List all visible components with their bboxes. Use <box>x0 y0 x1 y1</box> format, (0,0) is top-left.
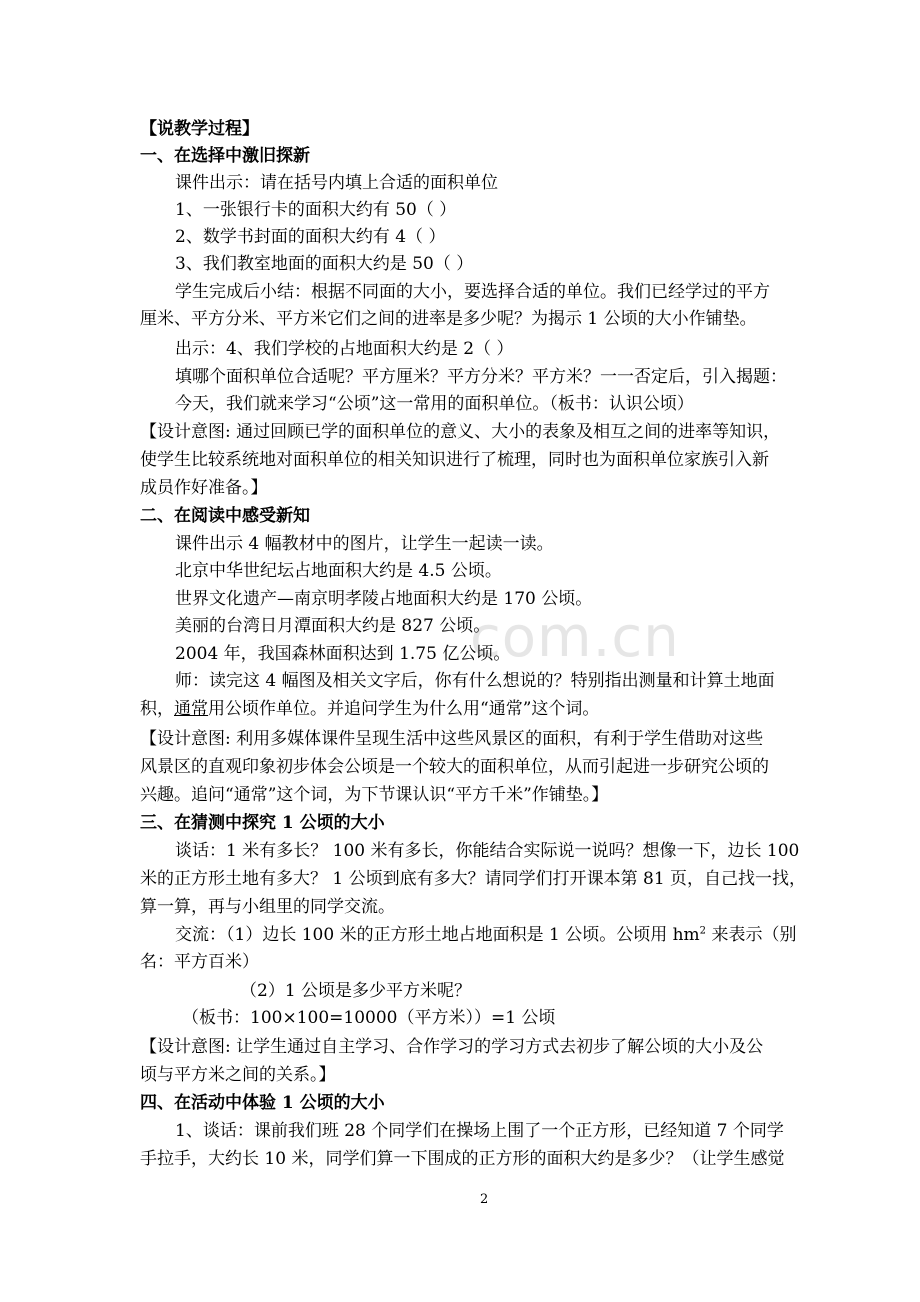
paragraph-line: 师：读完这 4 幅图及相关文字后，你有什么想说的？特别指出测量和计算土地面 <box>175 671 775 691</box>
section-heading: 三、在猜测中探究 1 公顷的大小 <box>140 813 385 833</box>
design-note-line: 【设计意图: 通过回顾已学的面积单位的意义、大小的表象及相互之间的进率等知识， <box>140 422 781 442</box>
paragraph-line: 算一算，再与小组里的同学交流。 <box>140 897 395 917</box>
paragraph-line: 1、一张银行卡的面积大约有 50（ ） <box>175 200 457 220</box>
section-heading: 一、在选择中激旧探新 <box>140 146 310 166</box>
text-span: 积， <box>140 699 174 719</box>
design-note-line: 【设计意图: 利用多媒体课件呈现生活中这些风景区的面积，有利于学生借助对这些 <box>140 729 764 749</box>
paragraph-line: （2）1 公顷是多少平方米呢？ <box>240 981 472 1001</box>
paragraph-line: 手拉手，大约长 10 米，同学们算一下围成的正方形的面积大约是多少？（让学生感觉 <box>140 1149 785 1169</box>
text-span: 来表示（别 <box>706 925 797 945</box>
page-number: 2 <box>480 1192 489 1207</box>
paragraph-line: 填哪个面积单位合适呢？平方厘米？平方分米？平方米？一一否定后，引入揭题： <box>175 367 787 387</box>
design-note-line: 风景区的直观印象初步体会公顷是一个较大的面积单位，从而引起进一步研究公顷的 <box>140 757 769 777</box>
paragraph-line <box>140 698 599 720</box>
paragraph-line: 米的正方形土地有多大？ 1 公顷到底有多大？请同学们打开课本第 81 页，自己找一找， <box>140 869 807 889</box>
text-span: 用公顷作单位。并追问学生为什么用“通常”这个词。 <box>208 699 600 719</box>
section-heading: 四、在活动中体验 1 公顷的大小 <box>140 1093 385 1113</box>
design-note-line: 使学生比较系统地对面积单位的相关知识进行了梳理，同时也为面积单位家族引入新 <box>140 450 769 470</box>
design-note-line: 【设计意图: 让学生通过自主学习、合作学习的学习方式去初步了解公顷的大小及公 <box>140 1037 764 1057</box>
watermark: com.cn <box>470 605 680 670</box>
paragraph-line: 北京中华世纪坛占地面积大约是 4.5 公顷。 <box>175 561 502 581</box>
design-note-line: 顷与平方米之间的关系。】 <box>140 1065 336 1085</box>
section-heading: 【说教学过程】 <box>140 119 259 139</box>
design-note-line: 成员作好准备。】 <box>140 478 268 498</box>
paragraph-line: 学生完成后小结：根据不同面的大小，要选择合适的单位。我们已经学过的平方 <box>175 282 770 302</box>
text-span: 交流：（1）边长 100 米的正方形土地占地面积是 1 公顷。公顷用 hm <box>175 925 700 945</box>
paragraph-line: 1、谈话：课前我们班 28 个同学们在操场上围了一个正方形，已经知道 7 个同学 <box>175 1121 784 1141</box>
paragraph-line: 出示：4、我们学校的占地面积大约是 2（ ） <box>175 339 514 359</box>
superscript: 2 <box>699 925 707 937</box>
paragraph-line: 谈话：1 米有多长？ 100 米有多长，你能结合实际说一说吗？想像一下，边长 100 <box>175 841 800 861</box>
paragraph-line: 名：平方百米） <box>140 952 259 972</box>
design-note-line: 兴趣。追问“通常”这个词，为下节课认识“平方千米”作铺垫。】 <box>140 785 609 805</box>
paragraph-line: 厘米、平方分米、平方米它们之间的进率是多少呢？为揭示 1 公顷的大小作铺垫。 <box>140 309 757 329</box>
paragraph-line <box>175 924 796 946</box>
paragraph-line: 2、数学书封面的面积大约有 4（ ） <box>175 227 446 247</box>
paragraph-line: 今天，我们就来学习“公顷”这一常用的面积单位。（板书：认识公顷） <box>175 394 694 414</box>
paragraph-line: 美丽的台湾日月潭面积大约是 827 公顷。 <box>175 616 491 636</box>
paragraph-line: 3、我们教室地面的面积大约是 50（ ） <box>175 254 474 274</box>
paragraph-line: 2004 年，我国森林面积达到 1.75 亿公顷。 <box>175 644 511 664</box>
paragraph-line: 课件出示 4 幅教材中的图片，让学生一起读一读。 <box>175 534 554 554</box>
section-heading: 二、在阅读中感受新知 <box>140 506 310 526</box>
paragraph-line: 课件出示：请在括号内填上合适的面积单位 <box>175 173 498 193</box>
paragraph-line: （板书：100×100=10000（平方米））=1 公顷 <box>182 1008 556 1028</box>
underlined-word: 通常 <box>174 699 208 719</box>
paragraph-line: 世界文化遗产—南京明孝陵占地面积大约是 170 公顷。 <box>175 589 593 609</box>
